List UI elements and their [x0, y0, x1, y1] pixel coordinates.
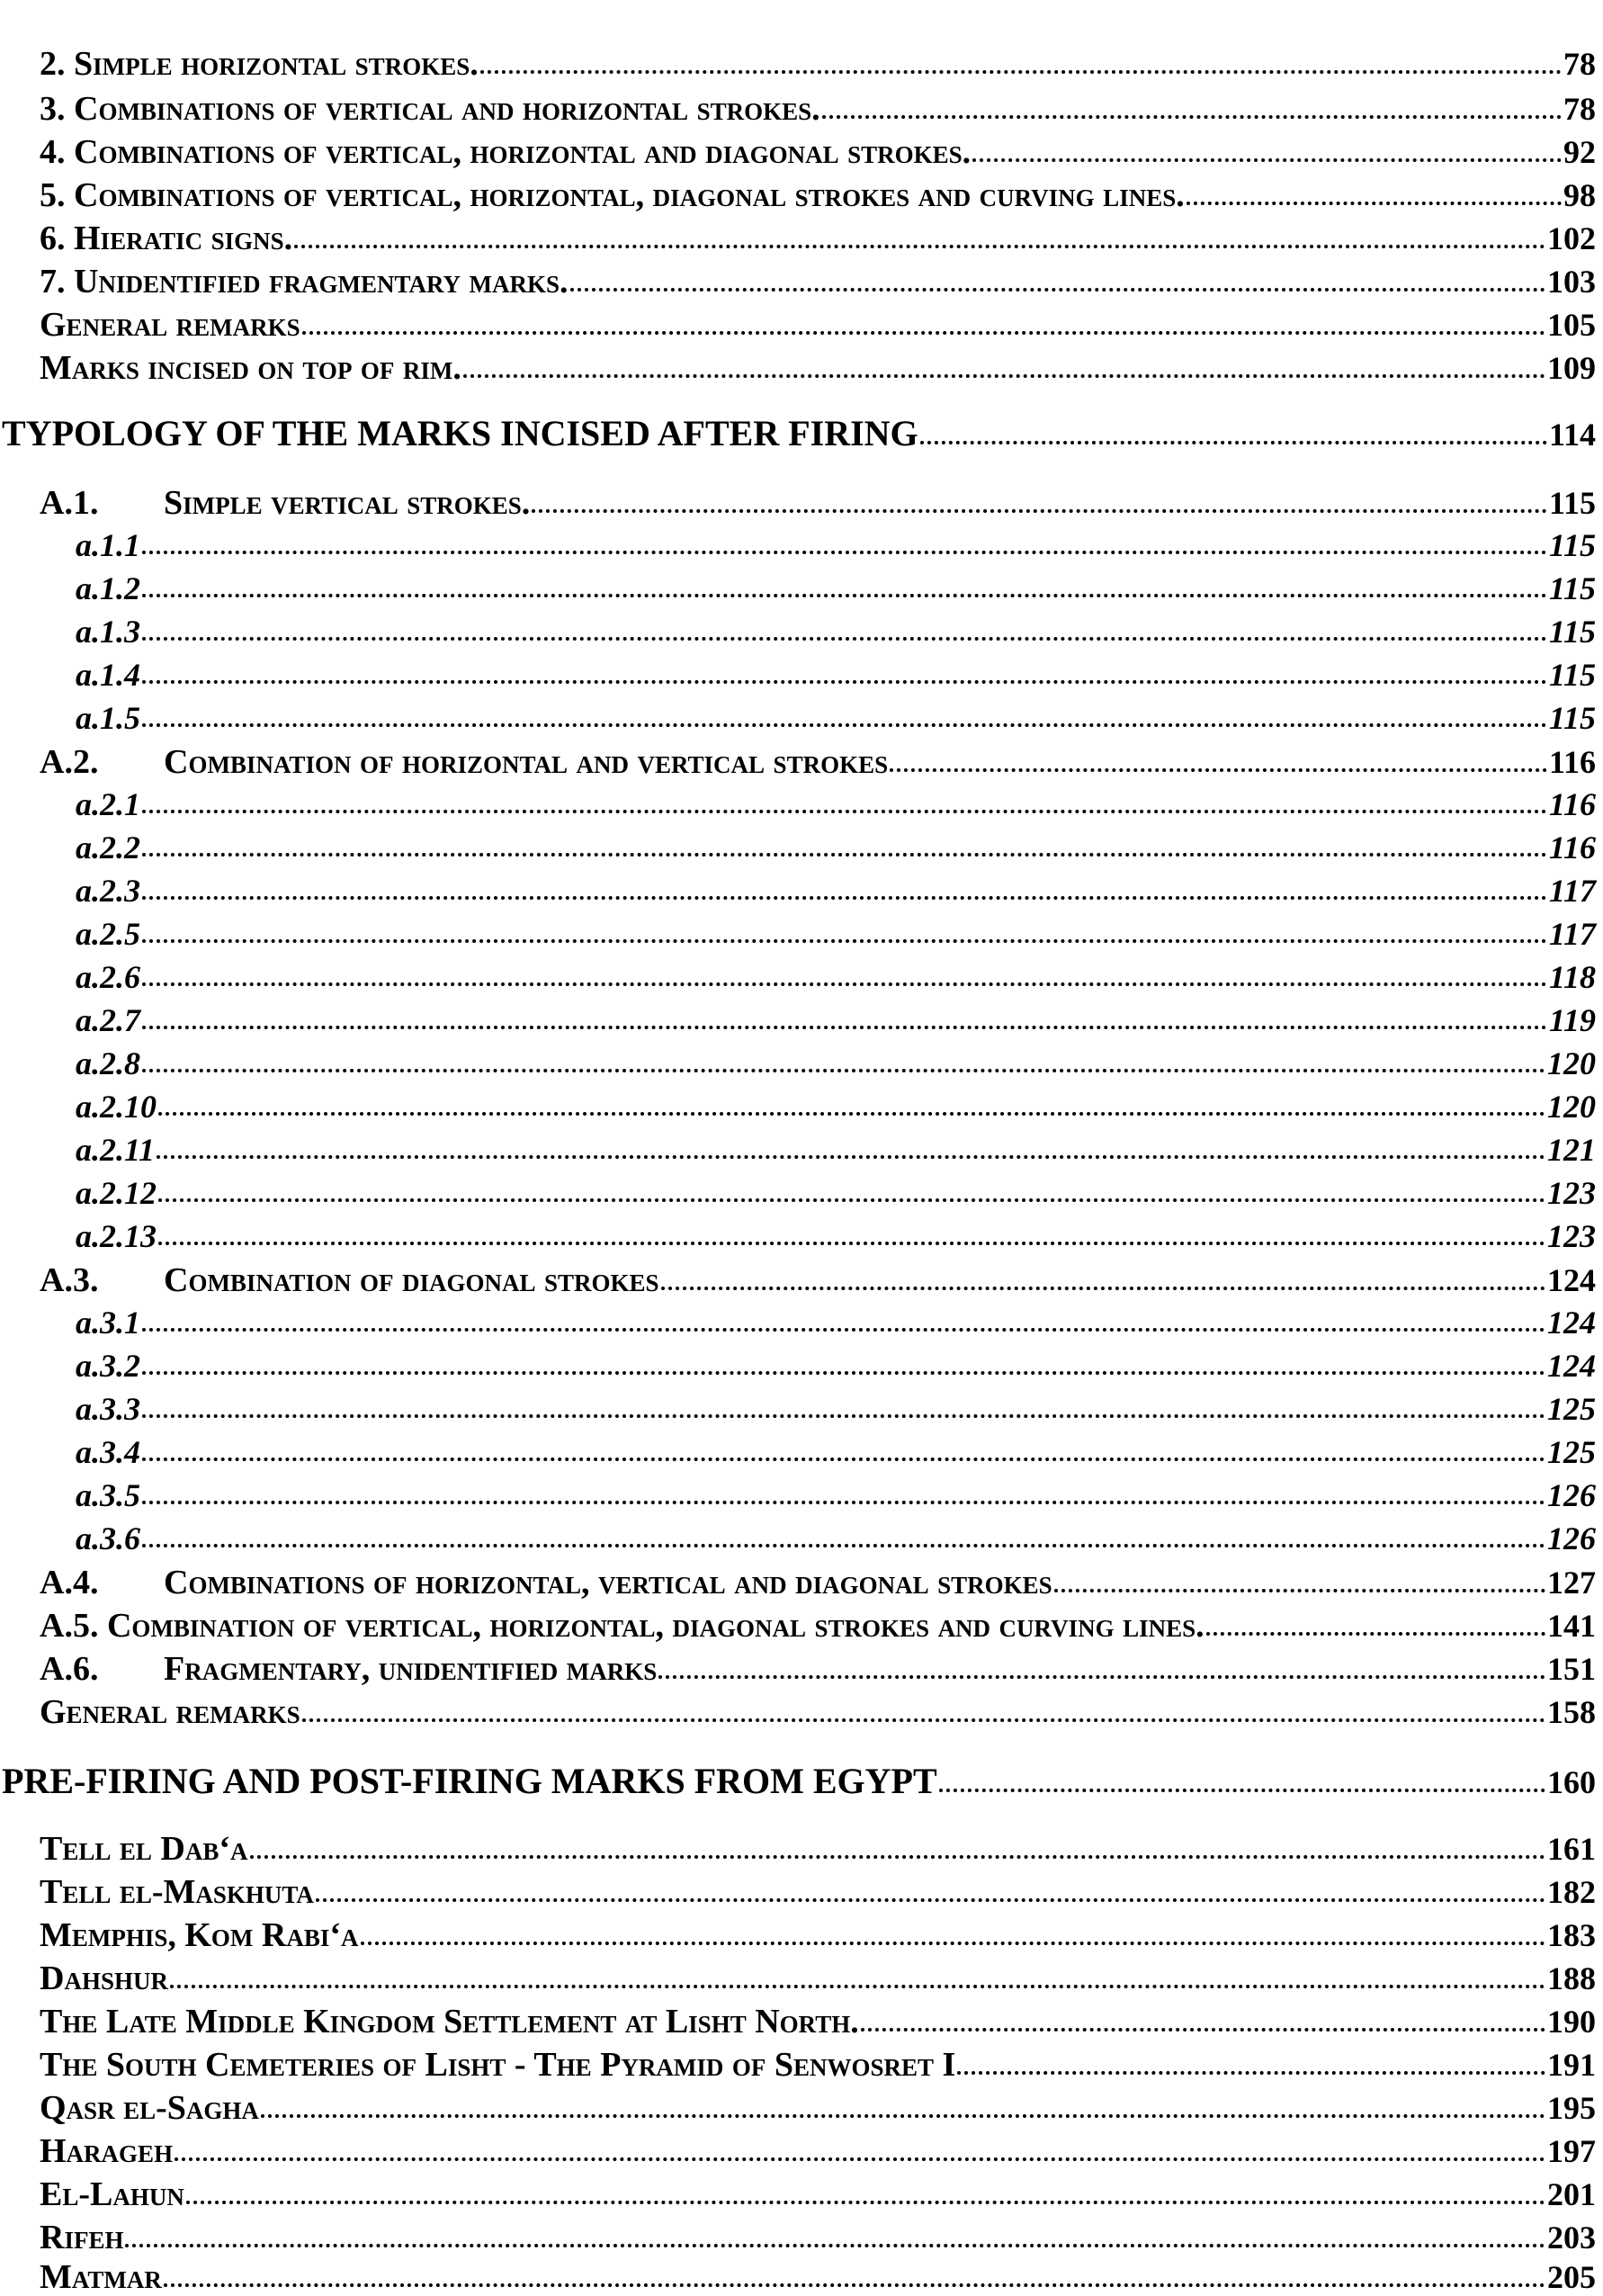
leader-dots — [463, 374, 1545, 378]
toc-entry-page: 115 — [1548, 527, 1596, 563]
toc-entry-page: 116 — [1548, 786, 1596, 822]
toc-entry-page: 161 — [1547, 1831, 1596, 1867]
toc-subentry[interactable] — [76, 1047, 1596, 1080]
toc-entry-label: a.3.5 — [76, 1477, 140, 1513]
toc-subentry[interactable] — [76, 702, 1596, 734]
toc-entry-page: 123 — [1547, 1218, 1596, 1254]
leader-dots — [661, 1287, 1545, 1290]
toc-entry[interactable] — [40, 308, 1596, 342]
toc-entry-page: 123 — [1547, 1175, 1596, 1211]
toc-entry-page: 109 — [1547, 350, 1596, 386]
toc-entry-label — [40, 1263, 659, 1297]
leader-dots — [1054, 1589, 1545, 1592]
toc-entry[interactable] — [40, 2091, 1596, 2125]
toc-entry-page: 183 — [1547, 1917, 1596, 1953]
toc-entry-page: 182 — [1547, 1874, 1596, 1910]
toc-entry-page: 120 — [1547, 1089, 1596, 1125]
toc-entry-title: Combination of diagonal strokes — [164, 1261, 659, 1299]
leader-dots — [822, 115, 1562, 119]
toc-entry-label — [40, 1565, 1052, 1600]
leader-dots — [142, 939, 1547, 943]
leader-dots — [142, 723, 1547, 727]
toc-entry-label: a.2.10 — [76, 1089, 157, 1125]
leader-dots — [142, 594, 1547, 597]
leader-dots — [142, 1026, 1547, 1029]
toc-entry[interactable] — [40, 47, 1596, 81]
leader-dots — [142, 1544, 1545, 1547]
toc-entry[interactable] — [40, 1263, 1596, 1297]
leader-dots — [142, 1371, 1545, 1375]
toc-entry-page: 118 — [1548, 959, 1596, 995]
leader-dots — [158, 1198, 1545, 1202]
leader-dots — [157, 1155, 1545, 1159]
toc-entry-page: 125 — [1547, 1391, 1596, 1427]
toc-entry-title: Simple vertical strokes. — [164, 484, 531, 522]
toc-entry-label: a.1.2 — [76, 570, 140, 606]
toc-entry-label: a.1.4 — [76, 657, 140, 693]
leader-dots — [939, 1789, 1545, 1792]
toc-entry-page: 116 — [1548, 744, 1596, 780]
toc-entry-page: 92 — [1563, 134, 1596, 170]
toc-entry[interactable] — [40, 2220, 1596, 2255]
toc-entry-label — [40, 486, 530, 520]
toc-entry-label: General remarks — [40, 306, 300, 344]
leader-dots — [142, 1328, 1545, 1332]
toc-entry-page: 158 — [1547, 1694, 1596, 1730]
toc-entry-page: 117 — [1548, 916, 1596, 952]
toc-entry-page: 201 — [1547, 2176, 1596, 2212]
toc-entry-label: Tell el Dab‘a — [40, 1830, 248, 1868]
toc-entry-page: 203 — [1547, 2220, 1596, 2256]
toc-entry-label: a.2.6 — [76, 959, 140, 995]
toc-entry-label: A.5. Combination of vertical, horizontal, diagonal strokes and curving lines. — [40, 1607, 1204, 1645]
toc-entry-label: Harageh — [40, 2132, 174, 2170]
leader-dots — [170, 1985, 1545, 1988]
toc-entry-code: A.3. — [40, 1261, 99, 1299]
toc-entry-label: Tell el-Maskhuta — [40, 1873, 314, 1911]
toc-subentry[interactable] — [76, 1393, 1596, 1425]
toc-chapter-heading[interactable] — [2, 413, 1596, 453]
toc-subentry[interactable] — [76, 831, 1596, 864]
toc-entry-label: Memphis, Kom Rabi‘a — [40, 1916, 359, 1954]
toc-entry[interactable] — [40, 1695, 1596, 1729]
leader-dots — [957, 2071, 1545, 2075]
toc-subentry[interactable] — [76, 1522, 1596, 1555]
toc-entry[interactable] — [40, 221, 1596, 256]
toc-entry-label: a.1.1 — [76, 527, 140, 563]
toc-entry-label: 4. Combinations of vertical, horizontal and diagonal strokes. — [40, 133, 972, 171]
toc-entry-label: a.3.3 — [76, 1391, 140, 1427]
toc-entry-label: a.2.7 — [76, 1002, 140, 1038]
toc-entry[interactable] — [40, 1652, 1596, 1686]
leader-dots — [125, 2244, 1545, 2247]
toc-entry[interactable] — [40, 2177, 1596, 2211]
leader-dots — [920, 441, 1547, 444]
toc-entry-page: 188 — [1547, 1960, 1596, 1996]
leader-dots — [142, 982, 1547, 986]
toc-entry-label: The Late Middle Kingdom Settlement at Lisht North. — [40, 2003, 859, 2040]
leader-dots — [261, 2114, 1545, 2118]
toc-entry-label: Marks incised on top of rim. — [40, 349, 461, 387]
toc-entry-page: 116 — [1548, 830, 1596, 865]
toc-entry-page: 78 — [1563, 91, 1596, 127]
toc-entry-label: a.2.3 — [76, 873, 140, 909]
toc-subentry[interactable] — [76, 529, 1596, 561]
toc-entry-label: 5. Combinations of vertical, horizontal, diagonal strokes and curving lines. — [40, 176, 1185, 214]
toc-entry-code: A.2. — [40, 743, 99, 781]
toc-entry-label: a.2.13 — [76, 1218, 157, 1254]
leader-dots — [1206, 1632, 1545, 1636]
toc-subentry[interactable] — [76, 615, 1596, 648]
toc-entry-title: Combination of horizontal and vertical strokes — [164, 743, 889, 781]
toc-entry-code: A.4. — [40, 1564, 99, 1601]
toc-subentry[interactable] — [76, 1004, 1596, 1036]
toc-chapter-heading[interactable] — [2, 1763, 1596, 1799]
leader-dots — [142, 853, 1547, 857]
toc-subentry[interactable] — [76, 1436, 1596, 1468]
toc-entry-title: Fragmentary, unidentified marks — [164, 1650, 658, 1688]
leader-dots — [158, 1112, 1545, 1116]
leader-dots — [532, 509, 1547, 513]
toc-entry[interactable] — [40, 265, 1596, 299]
toc-entry[interactable] — [40, 1609, 1596, 1643]
leader-dots — [158, 1242, 1545, 1245]
toc-entry-page: 124 — [1547, 1348, 1596, 1384]
toc-entry[interactable] — [40, 486, 1596, 520]
leader-dots — [164, 2283, 1545, 2287]
toc-entry-page: 103 — [1547, 264, 1596, 300]
toc-entry-page: 117 — [1548, 873, 1596, 909]
toc-entry-label: 7. Unidentified fragmentary marks. — [40, 263, 569, 300]
toc-entry-label: Qasr el-Sagha — [40, 2089, 259, 2127]
toc-entry-label: General remarks — [40, 1693, 300, 1731]
toc-entry-title: Combinations of horizontal, vertical and diagonal strokes — [164, 1564, 1052, 1601]
toc-entry[interactable] — [40, 2048, 1596, 2082]
leader-dots — [142, 551, 1547, 554]
leader-dots — [142, 1457, 1545, 1461]
toc-entry-label: a.1.5 — [76, 700, 140, 736]
toc-entry-label — [40, 745, 888, 779]
toc-entry-page: 115 — [1548, 700, 1596, 736]
toc-entry[interactable] — [40, 2134, 1596, 2168]
toc-entry-page: 127 — [1547, 1565, 1596, 1601]
toc-entry-page: 126 — [1547, 1520, 1596, 1556]
toc-subentry[interactable] — [76, 1306, 1596, 1339]
toc-entry[interactable] — [40, 1565, 1596, 1600]
leader-dots — [302, 1718, 1545, 1722]
toc-subentry[interactable] — [76, 659, 1596, 691]
leader-dots — [250, 1855, 1546, 1859]
leader-dots — [570, 288, 1545, 291]
leader-dots — [142, 680, 1547, 684]
leader-dots — [480, 70, 1562, 74]
leader-dots — [142, 1414, 1545, 1418]
toc-subentry[interactable] — [76, 874, 1596, 907]
toc-entry[interactable] — [40, 135, 1596, 169]
leader-dots — [302, 331, 1545, 335]
toc-entry[interactable] — [40, 1832, 1596, 1866]
leader-dots — [142, 1501, 1545, 1504]
toc-entry-page: 151 — [1547, 1651, 1596, 1687]
toc-entry-page: 115 — [1548, 570, 1596, 606]
leader-dots — [658, 1675, 1545, 1679]
leader-dots — [142, 810, 1547, 813]
toc-entry-page: 126 — [1547, 1477, 1596, 1513]
leader-dots — [361, 1942, 1545, 1945]
toc-entry-label: 2. Simple horizontal strokes. — [40, 45, 479, 83]
toc-entry-label: a.3.6 — [76, 1520, 140, 1556]
leader-dots — [861, 2028, 1545, 2031]
toc-subentry[interactable] — [76, 788, 1596, 821]
toc-entry-label: a.3.4 — [76, 1434, 140, 1470]
toc-entry[interactable] — [40, 351, 1596, 385]
leader-dots — [1187, 202, 1562, 205]
toc-entry-page: 124 — [1547, 1305, 1596, 1341]
toc-entry-page: 115 — [1548, 614, 1596, 650]
toc-entry-label: a.3.1 — [76, 1305, 140, 1341]
toc-entry-label: a.1.3 — [76, 614, 140, 650]
toc-entry[interactable] — [40, 92, 1596, 126]
toc-subentry[interactable] — [76, 1350, 1596, 1382]
toc-entry-label: a.2.1 — [76, 786, 140, 822]
toc-subentry[interactable] — [76, 572, 1596, 605]
toc-entry-page: 98 — [1563, 177, 1596, 213]
toc-entry-label: 6. Hieratic signs. — [40, 220, 293, 257]
toc-subentry[interactable] — [76, 1220, 1596, 1252]
toc-entry-label: Dahshur — [40, 1960, 168, 1997]
leader-dots — [142, 896, 1547, 900]
toc-entry-label: a.2.2 — [76, 830, 140, 865]
toc-entry-page: 119 — [1548, 1002, 1596, 1038]
toc-subentry[interactable] — [76, 918, 1596, 950]
toc-entry-page: 190 — [1547, 2004, 1596, 2040]
toc-entry[interactable] — [40, 1918, 1596, 1952]
toc-entry-label: PRE-FIRING AND POST-FIRING MARKS FROM EGYPT — [2, 1761, 937, 1801]
leader-dots — [890, 768, 1547, 772]
toc-entry[interactable] — [40, 1875, 1596, 1909]
toc-entry-page: 115 — [1548, 657, 1596, 693]
toc-entry-page: 125 — [1547, 1434, 1596, 1470]
toc-subentry[interactable] — [76, 1090, 1596, 1123]
toc-entry-page: 121 — [1547, 1132, 1596, 1168]
toc-entry-page: 115 — [1548, 485, 1596, 521]
toc-entry-page: 105 — [1547, 307, 1596, 343]
toc-entry-page: 141 — [1547, 1608, 1596, 1644]
toc-entry-page: 120 — [1547, 1045, 1596, 1081]
leader-dots — [316, 1898, 1545, 1902]
toc-entry-label: TYPOLOGY OF THE MARKS INCISED AFTER FIRING — [2, 413, 918, 453]
toc-entry[interactable] — [40, 1961, 1596, 1996]
leader-dots — [142, 1069, 1545, 1072]
toc-subentry[interactable] — [76, 961, 1596, 993]
toc-entry-page: 102 — [1547, 220, 1596, 256]
toc-subentry[interactable] — [76, 1479, 1596, 1511]
leader-dots — [186, 2201, 1545, 2204]
toc-entry-label: a.3.2 — [76, 1348, 140, 1384]
toc-entry-label: a.2.12 — [76, 1175, 157, 1211]
toc-entry-label: a.2.8 — [76, 1045, 140, 1081]
toc-entry-label: The South Cemeteries of Lisht - The Pyramid of Senwosret I — [40, 2046, 956, 2084]
toc-entry-page: 160 — [1547, 1764, 1596, 1800]
leader-dots — [294, 245, 1545, 248]
toc-entry[interactable] — [40, 178, 1596, 212]
toc-entry-label — [40, 1652, 657, 1686]
toc-entry-page: 114 — [1548, 417, 1596, 453]
leader-dots — [142, 637, 1547, 641]
toc-entry-page: 124 — [1547, 1262, 1596, 1298]
toc-entry-page: 205 — [1547, 2259, 1596, 2295]
toc-entry-label: a.2.5 — [76, 916, 140, 952]
toc-entry[interactable] — [40, 745, 1596, 779]
toc-entry-label: a.2.11 — [76, 1132, 156, 1168]
toc-entry-page: 197 — [1547, 2133, 1596, 2169]
leader-dots — [175, 2157, 1545, 2161]
toc-entry-label: Rifeh — [40, 2219, 124, 2256]
toc-entry-page: 78 — [1563, 46, 1596, 82]
toc-subentry[interactable] — [76, 1134, 1596, 1166]
toc-entry-label: 3. Combinations of vertical and horizontal strokes. — [40, 90, 820, 128]
toc-entry-label: Matmar — [40, 2258, 162, 2296]
toc-entry[interactable] — [40, 2260, 1596, 2294]
toc-entry-label: El-Lahun — [40, 2175, 184, 2213]
leader-dots — [972, 158, 1562, 162]
toc-entry[interactable] — [40, 2005, 1596, 2039]
toc-entry-page: 195 — [1547, 2090, 1596, 2126]
toc-entry-code: A.1. — [40, 484, 99, 522]
toc-subentry[interactable] — [76, 1177, 1596, 1209]
toc-entry-page: 191 — [1547, 2047, 1596, 2083]
toc-entry-code: A.6. — [40, 1650, 99, 1688]
